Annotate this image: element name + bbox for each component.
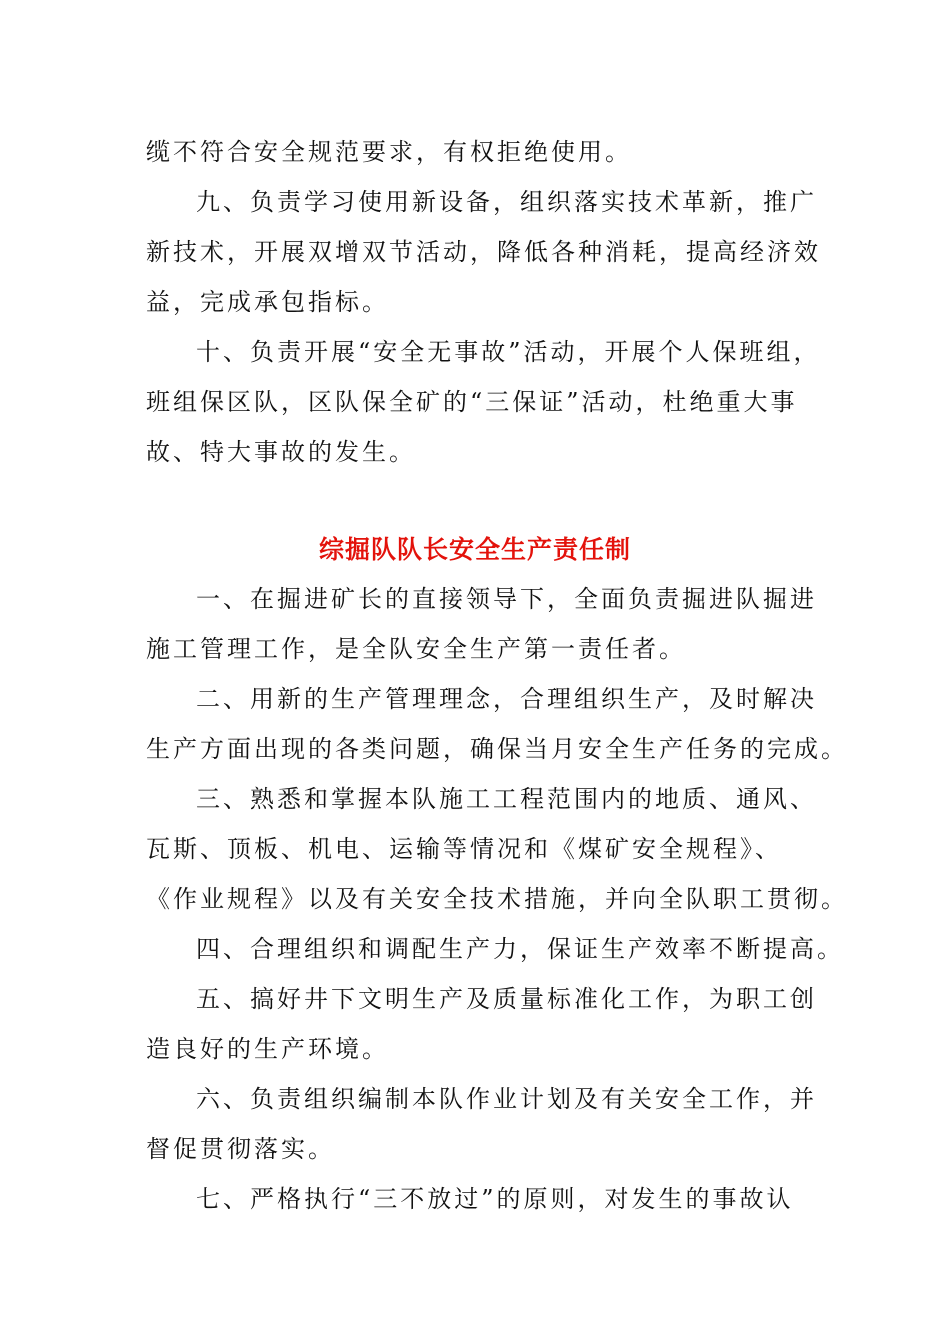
section-title: 综掘队队长安全生产责任制 — [318, 535, 631, 564]
paragraph-line: 故、特大事故的发生。 — [146, 438, 416, 466]
paragraph-line: 益，完成承包指标。 — [146, 288, 389, 316]
paragraph-line: 施工管理工作，是全队安全生产第一责任者。 — [146, 635, 686, 663]
paragraph-line: 四、合理组织和调配生产力，保证生产效率不断提高。 — [196, 935, 844, 963]
paragraph-line: 三、熟悉和掌握本队施工工程范围内的地质、通风、 — [196, 785, 817, 813]
paragraph-line: 班组保区队，区队保全矿的“三保证”活动，杜绝重大事 — [146, 388, 798, 416]
paragraph-line: 六、负责组织编制本队作业计划及有关安全工作，并 — [196, 1085, 817, 1113]
paragraph-line: 七、严格执行“三不放过”的原则，对发生的事故认 — [196, 1185, 794, 1213]
paragraph-line: 缆不符合安全规范要求，有权拒绝使用。 — [146, 138, 632, 166]
paragraph-line: 瓦斯、顶板、机电、运输等情况和《煤矿安全规程》、 — [146, 835, 782, 863]
paragraph-line: 督促贯彻落实。 — [146, 1135, 335, 1163]
paragraph-line: 新技术，开展双增双节活动，降低各种消耗，提高经济效 — [146, 238, 821, 266]
paragraph-line: 生产方面出现的各类问题，确保当月安全生产任务的完成。 — [146, 735, 848, 763]
paragraph-line: 五、搞好井下文明生产及质量标准化工作，为职工创 — [196, 985, 817, 1013]
paragraph-line: 十、负责开展“安全无事故”活动，开展个人保班组， — [196, 338, 821, 366]
paragraph-line: 《作业规程》以及有关安全技术措施，并向全队职工贯彻。 — [146, 885, 848, 913]
paragraph-line: 造良好的生产环境。 — [146, 1035, 389, 1063]
paragraph-line: 一、在掘进矿长的直接领导下，全面负责掘进队掘进 — [196, 585, 817, 613]
paragraph-line: 九、负责学习使用新设备，组织落实技术革新，推广 — [196, 188, 817, 216]
paragraph-line: 二、用新的生产管理理念，合理组织生产，及时解决 — [196, 685, 817, 713]
